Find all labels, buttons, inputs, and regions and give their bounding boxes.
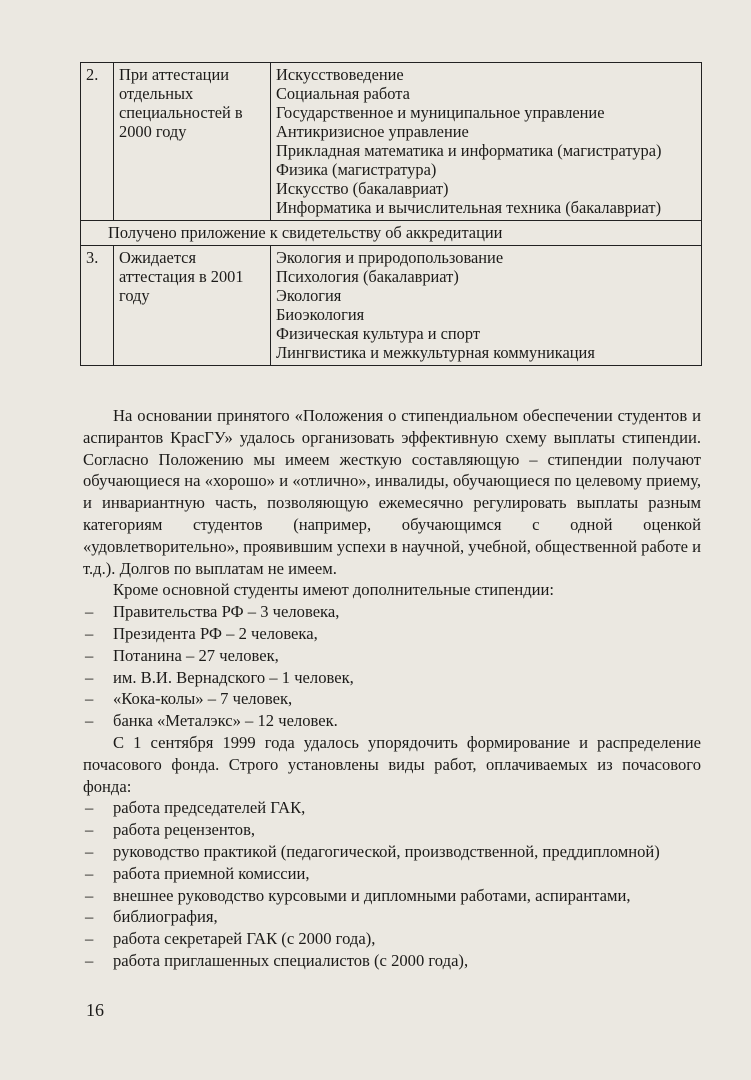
direction-item: Прикладная математика и информатика (магистратура): [276, 141, 662, 160]
direction-item: Экология и природопользование: [276, 248, 504, 267]
work-types-list: [83, 797, 701, 971]
stipend-list: [83, 601, 701, 732]
row-period: Ожидается аттестация в 2001 году: [114, 246, 271, 366]
direction-item: Искусствоведение: [276, 65, 404, 84]
list-item: – работа приемной комиссии,: [83, 863, 701, 885]
direction-item: Психология (бакалавриат): [276, 267, 459, 286]
list-item: – руководство практикой (педагогической, производственной, преддипломной): [83, 841, 701, 863]
list-item: – банка «Металэкс» – 12 человек.: [83, 710, 701, 732]
list-item: – работа секретарей ГАК (с 2000 года),: [83, 928, 701, 950]
list-item: – Правительства РФ – 3 человека,: [83, 601, 701, 623]
table-row: [81, 63, 702, 221]
row-period: При аттестации отдельных специальностей в 2000 году: [114, 63, 271, 221]
direction-item: Экология: [276, 286, 342, 305]
list-item: – работа рецензентов,: [83, 819, 701, 841]
direction-item: Биоэкология: [276, 305, 365, 324]
paragraph-stipend-scheme: На основании принятого «Положения о стипендиальном обеспечении студентов и аспирантов КрасГУ» удалось организовать эффективную схему выплаты стипендии. Согласно Положению мы имеем жесткую составляющую – стипендии получают обучающиеся на «хорошо» и «отлично», инвалиды, обучающиеся по целевому приему, и инвариантную часть, позволяющую ежемесячно регулировать выплаты разным категориям студентов (например, обучающимся с одной оценкой «удовлетворительно», проявившим успехи в научной, учебной, общественной работе и т.д.). Долгов по выплатам не имеем.: [83, 406, 702, 578]
direction-item: Физическая культура и спорт: [276, 324, 480, 343]
direction-item: Социальная работа: [276, 84, 410, 103]
list-item: – библиография,: [83, 906, 701, 928]
direction-item: Государственное и муниципальное управление: [276, 103, 605, 122]
table-row: [81, 246, 702, 366]
body-text: [83, 405, 701, 972]
row-directions: [271, 63, 702, 221]
list-item: – им. В.И. Вернадского – 1 человек,: [83, 667, 701, 689]
direction-item: Лингвистика и межкультурная коммуникация: [276, 343, 595, 362]
page-number: 16: [86, 1000, 104, 1020]
list-item: – работа председателей ГАК,: [83, 797, 701, 819]
list-item: – Потанина – 27 человек,: [83, 645, 701, 667]
row-merged-note: Получено приложение к свидетельству об аккредитации: [81, 221, 702, 246]
row-directions: [271, 246, 702, 366]
direction-item: Информатика и вычислительная техника (бакалавриат): [276, 198, 662, 217]
paragraph-extra-stipends: Кроме основной студенты имеют дополнительные стипендии:: [113, 580, 555, 600]
direction-item: Физика (магистратура): [276, 160, 437, 179]
paragraph-hourly-fund: С 1 сентября 1999 года удалось упорядочить формирование и распределение почасового фонда. Строго установлены виды работ, оплачиваемых из почасового фонда:: [83, 732, 701, 796]
table-row: [81, 221, 702, 246]
direction-item: Искусство (бакалавриат): [276, 179, 449, 198]
list-item: – работа приглашенных специалистов (с 2000 года),: [83, 950, 701, 972]
accreditation-table: [80, 62, 702, 366]
list-item: – Президента РФ – 2 человека,: [83, 623, 701, 645]
row-number: 2.: [81, 63, 114, 221]
row-number: 3.: [81, 246, 114, 366]
list-item: – «Кока-колы» – 7 человек,: [83, 688, 701, 710]
direction-item: Антикризисное управление: [276, 122, 469, 141]
list-item: – внешнее руководство курсовыми и дипломными работами, аспирантами,: [83, 885, 701, 907]
